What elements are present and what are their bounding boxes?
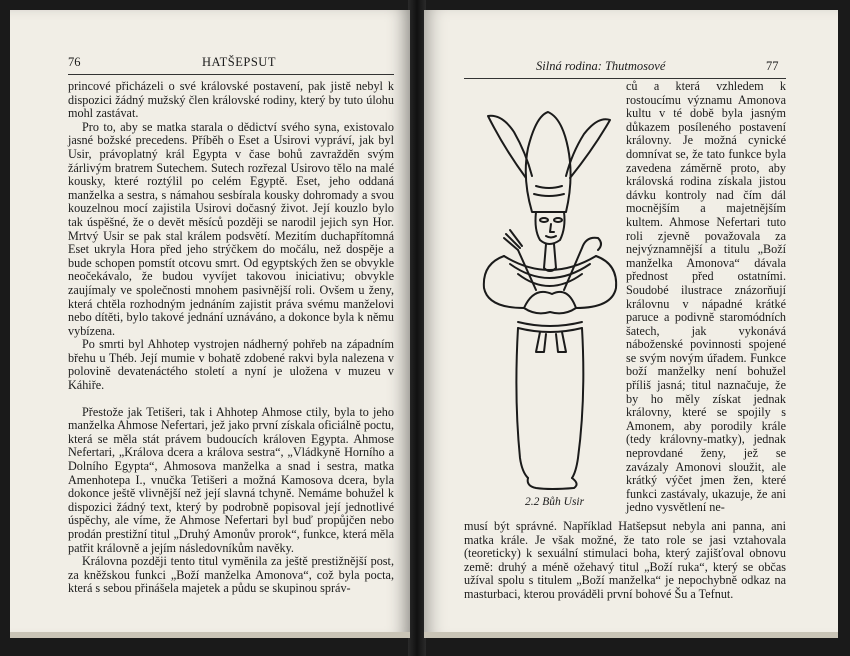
left-running-head: HATŠEPSUT	[202, 55, 276, 69]
left-paragraph: Přestože jak Tetišeri, tak i Ahhotep Ahmose ctily, byla to jeho manželka Ahmose Nefertari, jež jako první získala oficiálně poctu, která se měla stát právem budoucích královen Egypta. Ahmose Nefertari, „Králova dcera a králova sestra“, „Vládkyně Horního a Dolního Egypta“, Ahmosova manželka a snad i sestra, matka Amenhotepa I., vnučka Tetišeri a možná Kamosova dcera, byla dokonce ještě vlivnější než její slavná tchyně. Nemáme bohužel k dispozici žádný text, který by podrobně popisoval její jednotlivé úspěchy, ale víme, že Ahmose Nefertari byl buď propůjčen nebo prodán prestižní titul „Druhý Amonův prorok“, funkce, která měla patřit královně a jejím následovníkům navěky.	[68, 404, 394, 555]
right-bottom-text: musí být správné. Například Hatšepsut nebyla ani panna, ani matka krále. Je však možné, že tato role se jasi vztahovala (teoreticky) k sexuální stimulaci boha, který zajišťoval obnovu země: druhý a méně ožehavý titul „Boží ruka“, který se občas užíval spolu s titulem „Boží manželka“ je nepochybně odkaz na masturbaci, kterou prováděli první bohové Šu a Tefnut.	[464, 519, 786, 601]
right-page-number: 77	[766, 59, 779, 73]
left-header-rule	[68, 74, 394, 75]
left-body-text	[68, 80, 394, 630]
figure-caption: 2.2 Bůh Usir	[525, 496, 585, 508]
osiris-figure	[474, 108, 624, 492]
right-page	[424, 10, 838, 638]
left-page	[10, 10, 410, 638]
right-running-head: Silná rodina: Thutmosové	[536, 59, 666, 73]
left-paragraph: princové přicházeli o své královské postavení, pak jistě nebyl k dispozici žádný mužský člen královské rodiny, který by tuto úlohu mohl zastávat.	[68, 79, 394, 121]
left-page-number: 76	[68, 55, 81, 69]
left-page-edge	[10, 632, 410, 638]
left-paragraph: Pro to, aby se matka starala o dědictví svého syna, existovalo jasné božské precedens. Příběh o Eset a Usirovi vypráví, jak byl Usir, právoplatný král Egypta v čase bohů zavražděn svým žárlivým bratrem Sutechem. Sutech rozřezal Usirovo tělo na malé kousky, které roztýlil po celém Egyptě. Eset, jeho oddaná manželka a sestra, s námahou sesbírala kousky dohromady a svou kouzelnou mocí zajistila Usirovi dočasný život. Její kouzlo bylo tak úspěšné, že o devět měsíců později se narodil jejich syn Hor. Mrtvý Usir se pak stal králem podsvětí. Mezitím duchapřítomná Eset ukryla Hora před jeho strýčkem do močálu, než dospěje a bude schopen pomstít otcovu smrt. Od egyptských žen se obvykle neočekávalo, že budou vyvíjet takovou iniciativu; obvykle zaujímaly ve společnosti mnohem pasivnější roli. Ovšem u ženy, která chtěla rozhodným jednáním zajistit práva svému manželovi nebo dítěti, bylo takové jednání uznáváno, a dokonce byla k němu vybízena.	[68, 119, 394, 338]
right-side-text: ců a která vzhledem k rostoucímu významu Amonova kultu v té době byla jasným důkazem posíleného postavení královny. Je možná cynické domnívat se, že tato funkce byla zavedena záměrně proto, aby královská rodina získala jistou dávku kontroly nad čím dál mocnějším a majetnějším kultem. Ahmose Nefertari tuto roli zjevně považovala za nejvýznamnější a titulu „Boží manželka Amonova“ dávala přednost před ostatními. Soudobé ilustrace znázorňují královnu v nápadné krátké paruce a podivně staromódních šatech, jak vykonává náboženské povinnosti spojené se svým novým úřadem. Funkce boží manželky není bohužel příliš jasná; titul naznačuje, že by ho měly získat jednak královny, které se spojily s Amonem, aby porodily krále (tedy královny-matky), jednak neprovdané ženy, jež se zavázaly Amonovi sloužit, ale krátký výčet jmen žen, které funkci zastávaly, ukazuje, že ani jedno vysvětlení ne-	[626, 79, 786, 515]
left-paragraph: Po smrti byl Ahhotep vystrojen nádherný pohřeb na západním břehu u Théb. Její mumie v bohatě zdobené rakvi byla nalezena v polovině devatenáctého století a nyní je uložena v muzeu v Káhiře.	[68, 337, 394, 393]
right-page-edge	[424, 632, 838, 638]
left-paragraph: Královna později tento titul vyměnila za ještě prestižnější post, za kněžskou funkci „Boží manželka Amonova“, což byla pocta, která s sebou přinášela majetek a půdu se skupinou správ-	[68, 554, 394, 596]
